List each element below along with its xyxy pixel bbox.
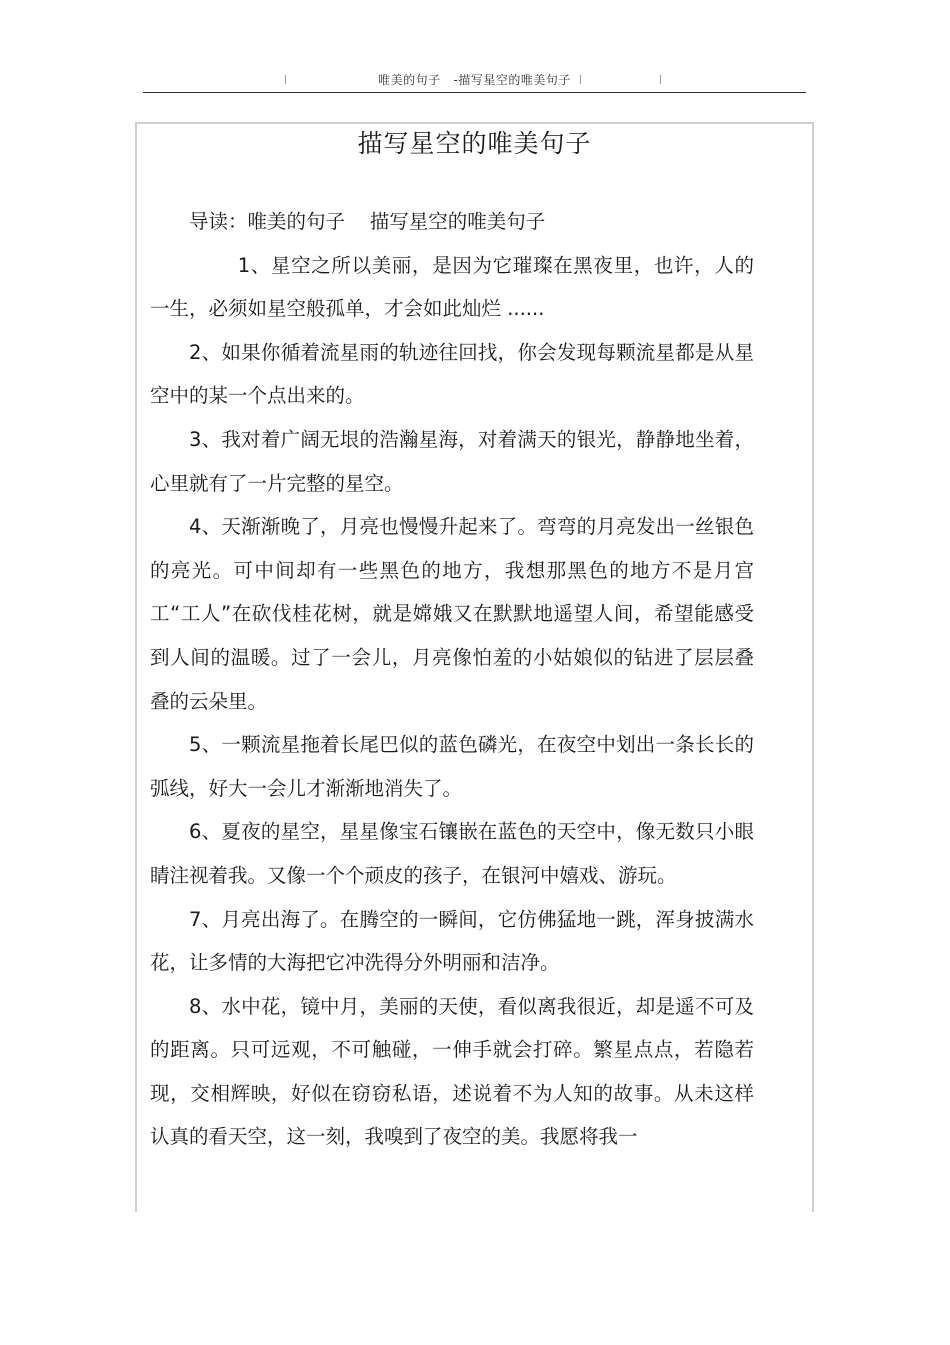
header-text: 唯美的句子 -描写星空的唯美句子 (378, 73, 571, 87)
paragraph-4: 4、天渐渐晚了，月亮也慢慢升起来了。弯弯的月亮发出一丝银色的亮光。可中间却有一些黑色的地方，我想那黑色的地方不是月宫工“工人”在砍伐桂花树，就是嫦娥又在默默地遥望人间，希望能感受到人间的温暖。过了一会儿，月亮像怕羞的小姑娘似的钻进了层层叠叠的云朵里。 (150, 515, 754, 713)
paragraph-7: 7、月亮出海了。在腾空的一瞬间，它仿佛猛地一跳，浑身披满水花，让多情的大海把它冲洗得分外明丽和洁净。 (150, 907, 754, 975)
lead-paragraph: 导读：唯美的句子 描写星空的唯美句子 (189, 210, 546, 233)
paragraph-8: 8、水中花，镜中月，美丽的天使，看似离我很近，却是遥不可及的距离。只可远观，不可触碰，一伸手就会打碎。繁星点点，若隐若现，交相辉映，好似在窃窃私语，述说着不为人知的故事。从未这样认真的看天空，这一刻，我嗅到了夜空的美。我愿将我一 (150, 994, 754, 1149)
paragraph-5: 5、一颗流星拖着长尾巴似的蓝色磷光，在夜空中划出一条长长的弧线，好大一会儿才渐渐地消失了。 (150, 733, 754, 800)
paragraph-2: 2、如果你循着流星雨的轨迹往回找，你会发现每颗流星都是从星空中的某一个点出来的。 (150, 340, 754, 408)
paragraph-3: 3、我对着广阔无垠的浩瀚星海，对着满天的银光，静静地坐着，心里就有了一片完整的星空。 (150, 427, 754, 495)
paragraph-1: 1、星空之所以美丽，是因为它璀璨在黑夜里，也许，人的一生，必须如星空般孤单，才会如此灿烂 ...... (150, 253, 754, 321)
paragraph-6: 6、夏夜的星空，星星像宝石镶嵌在蓝色的天空中，像无数只小眼睛注视着我。又像一个个顽皮的孩子，在银河中嬉戏、游玩。 (150, 820, 754, 887)
document-title: 描写星空的唯美句子 (357, 129, 592, 158)
page-header (143, 66, 806, 93)
document-body (150, 200, 754, 1159)
